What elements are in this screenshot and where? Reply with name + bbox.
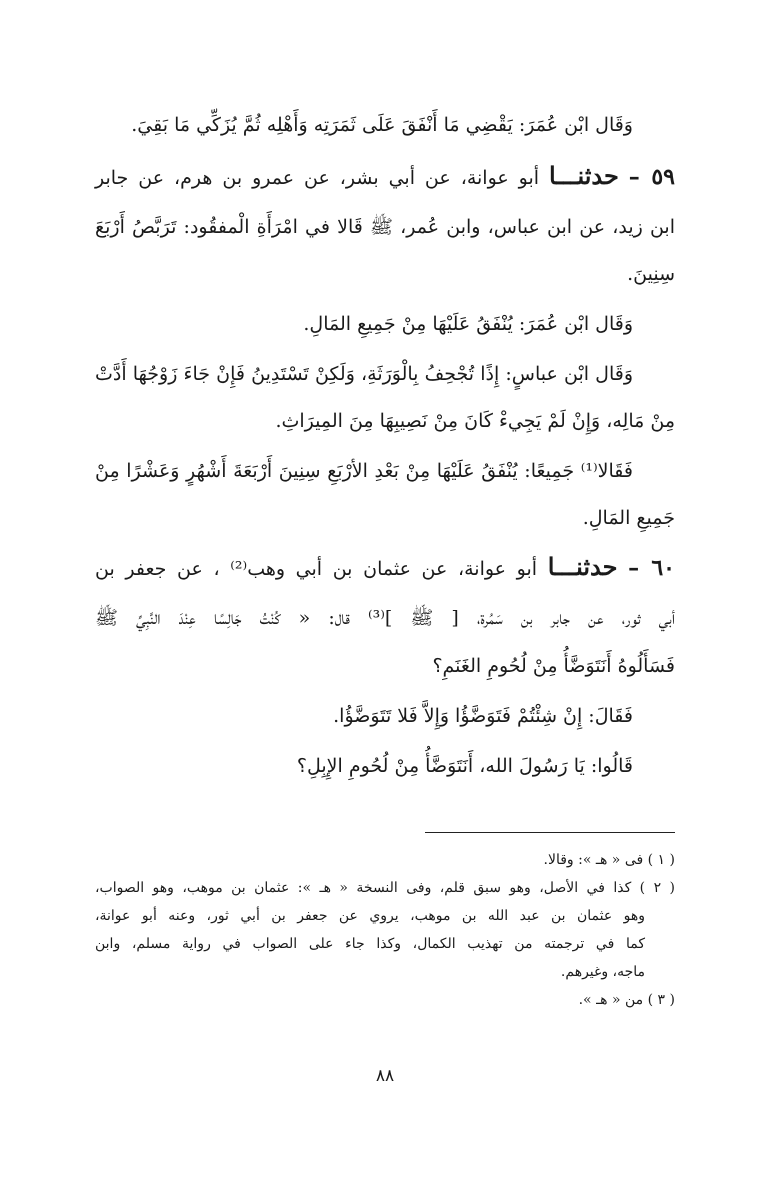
text-line: جَمِيعِ المَالِ. <box>582 507 675 529</box>
footnote-3: ( ٣ ) من « هـ ». <box>578 992 675 1008</box>
text-line: مِنْ مَالِه، وَإِنْ لَمْ يَجِيءْ كَانَ مِنْ نَصِيبِهَا مِنَ المِيرَاثِ. <box>275 410 675 432</box>
text-line: فَسَأَلُوهُ أَنَتَوَضَّأُ مِنْ لُحُومِ الغَنَمِ؟ <box>432 655 675 677</box>
footnote-2: ( ٢ ) كذا في الأصل، وهو سبق قلم، وفى النسخة « هـ »: عثمان بن موهب، وهو الصواب، <box>95 880 675 896</box>
hadith-60-line <box>95 553 675 583</box>
footnote-2-continued: ماجه، وغيرهم. <box>560 964 645 980</box>
footnote-2-continued: وهو عثمان بن عبد الله بن موهب، يروي عن جعفر بن أبي ثور، وعنه أبو عوانة، <box>95 908 645 924</box>
main-text <box>95 100 675 780</box>
text-line: فَقَالا⁽¹⁾ جَمِيعًا: يُنْفَقُ عَلَيْهَا مِنْ بَعْدِ الأرْبَعِ سِنِينَ أَرْبَعَةَ أَشْهُرٍ وَعَشْرًا مِنْ <box>95 460 633 482</box>
hadith-number: ٥٩ – <box>628 164 675 190</box>
haddathana-word: حدثنـــا <box>549 161 619 190</box>
footnotes <box>95 846 675 1014</box>
isnad-text: أبو عوانة، عن عثمان بن أبي وهب⁽²⁾ ، عن جعفر بن <box>95 558 538 580</box>
text-line: أبي ثور، عن جابر بن سَمُرة، [ ﷺ ]⁽³⁾ قال: « كُنْتُ جَالِسًا عِنْدَ النَّبِيِّ ﷺ <box>95 607 675 629</box>
footnote-1: ( ١ ) فى « هـ »: وقالا. <box>543 852 675 868</box>
hadith-59-line <box>95 162 675 192</box>
text-line: فَقَالَ: إِنْ شِئْتُمْ فَتَوَضَّؤُا وَإِلاَّ فَلا تَتَوَضَّؤُا. <box>333 705 633 727</box>
text-line: وَقَال ابْن عُمَرَ: يَقْضِي مَا أَنْفَقَ عَلَى ثَمَرَتِه وَأَهْلِه ثُمَّ يُزَكِّي مَا بَقِيَ. <box>131 114 633 136</box>
isnad-text: أبو عوانة، عن أبي بشر، عن عمرو بن هرم، عن جابر <box>95 167 540 189</box>
text-line: ابن زيد، عن ابن عباس، وابن عُمر، ﷺ قَالا في امْرَأَةِ الْمفقُود: تَرَبَّصُ أَرْبَعَ <box>95 216 675 238</box>
text-line: سِنِينَ. <box>627 263 675 285</box>
page-number: ٨٨ <box>375 1066 395 1086</box>
text-line: وَقَال ابْن عباسٍ: إِذًا تُجْحِفُ بِالْوَرَثَةِ، وَلَكِنْ تَسْتَدِينُ فَإِنْ جَاءَ زَوْجُهَا أَدَّتْ <box>95 363 633 385</box>
haddathana-word: حدثنـــا <box>547 552 618 581</box>
text-line: قَالُوا: يَا رَسُولَ الله، أَنَتَوَضَّأُ مِنْ لُحُومِ الإِبِلِ؟ <box>296 755 633 777</box>
footnote-divider <box>425 832 675 833</box>
hadith-number: ٦٠ – <box>628 555 675 581</box>
text-line: وَقَال ابْن عُمَرَ: يُنْفَقُ عَلَيْهَا مِنْ جَمِيعِ المَالِ. <box>303 313 633 335</box>
footnote-2-continued: كما في ترجمته من تهذيب الكمال، وكذا جاء على الصواب في رواية مسلم، وابن <box>95 936 645 952</box>
